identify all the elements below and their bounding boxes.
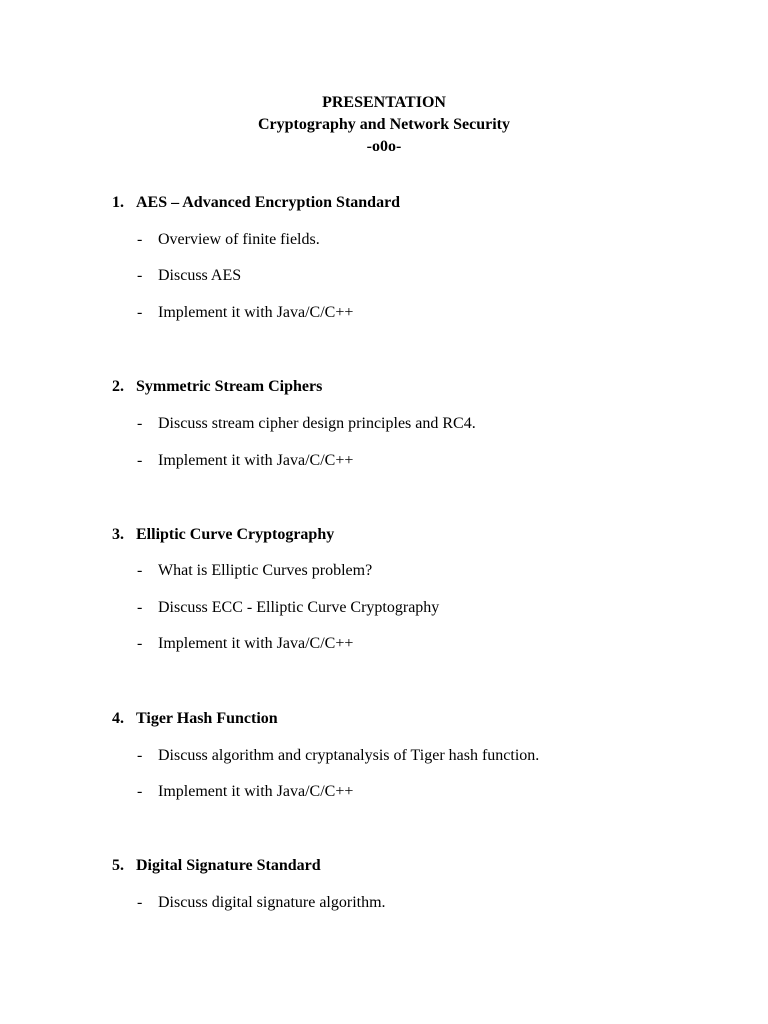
list-item (137, 450, 353, 472)
document-header (0, 92, 768, 158)
bullet-dash: - (137, 231, 143, 248)
list-item-text: Implement it with Java/C/C++ (158, 452, 354, 469)
list-item (137, 597, 439, 619)
list-item-text: Implement it with Java/C/C++ (158, 635, 354, 652)
list-item (137, 229, 320, 251)
section-title-text: Digital Signature Standard (136, 857, 321, 874)
section-number: 1. (112, 194, 124, 211)
section-title (112, 855, 321, 877)
list-item-text: Discuss ECC - Elliptic Curve Cryptography (158, 599, 440, 616)
bullet-dash: - (137, 599, 143, 616)
section-title-text: Tiger Hash Function (136, 710, 278, 727)
bullet-dash: - (137, 267, 143, 284)
section-number: 4. (112, 710, 124, 727)
section-title (112, 524, 334, 546)
bullet-dash: - (137, 747, 143, 764)
list-item (137, 302, 353, 324)
section-title-text: AES – Advanced Encryption Standard (136, 194, 401, 211)
list-item-text: Discuss digital signature algorithm. (158, 894, 386, 911)
list-item-text: Implement it with Java/C/C++ (158, 304, 354, 321)
section-number: 3. (112, 526, 124, 543)
section-title (112, 192, 400, 214)
bullet-dash: - (137, 894, 143, 911)
section-title (112, 376, 322, 398)
list-item (137, 560, 372, 582)
bullet-dash: - (137, 783, 143, 800)
section-number: 5. (112, 857, 124, 874)
list-item-text: What is Elliptic Curves problem? (158, 562, 373, 579)
title-ornament: -o0o- (366, 138, 402, 155)
list-item (137, 413, 476, 435)
list-item-text: Discuss algorithm and cryptanalysis of Tiger hash function. (158, 747, 540, 764)
bullet-dash: - (137, 304, 143, 321)
document-title: Cryptography and Network Security (258, 116, 510, 133)
bullet-dash: - (137, 415, 143, 432)
bullet-dash: - (137, 452, 143, 469)
bullet-dash: - (137, 635, 143, 652)
list-item-text: Overview of finite fields. (158, 231, 320, 248)
presentation-heading: PRESENTATION (322, 94, 446, 111)
list-item (137, 633, 353, 655)
section-number: 2. (112, 378, 124, 395)
bullet-dash: - (137, 562, 143, 579)
list-item-text: Implement it with Java/C/C++ (158, 783, 354, 800)
list-item (137, 745, 539, 767)
list-item-text: Discuss AES (158, 267, 242, 284)
section-title-text: Symmetric Stream Ciphers (136, 378, 323, 395)
section-title (112, 708, 278, 730)
list-item (137, 265, 241, 287)
list-item-text: Discuss stream cipher design principles and RC4. (158, 415, 476, 432)
section-title-text: Elliptic Curve Cryptography (136, 526, 335, 543)
list-item (137, 781, 353, 803)
list-item (137, 892, 386, 914)
